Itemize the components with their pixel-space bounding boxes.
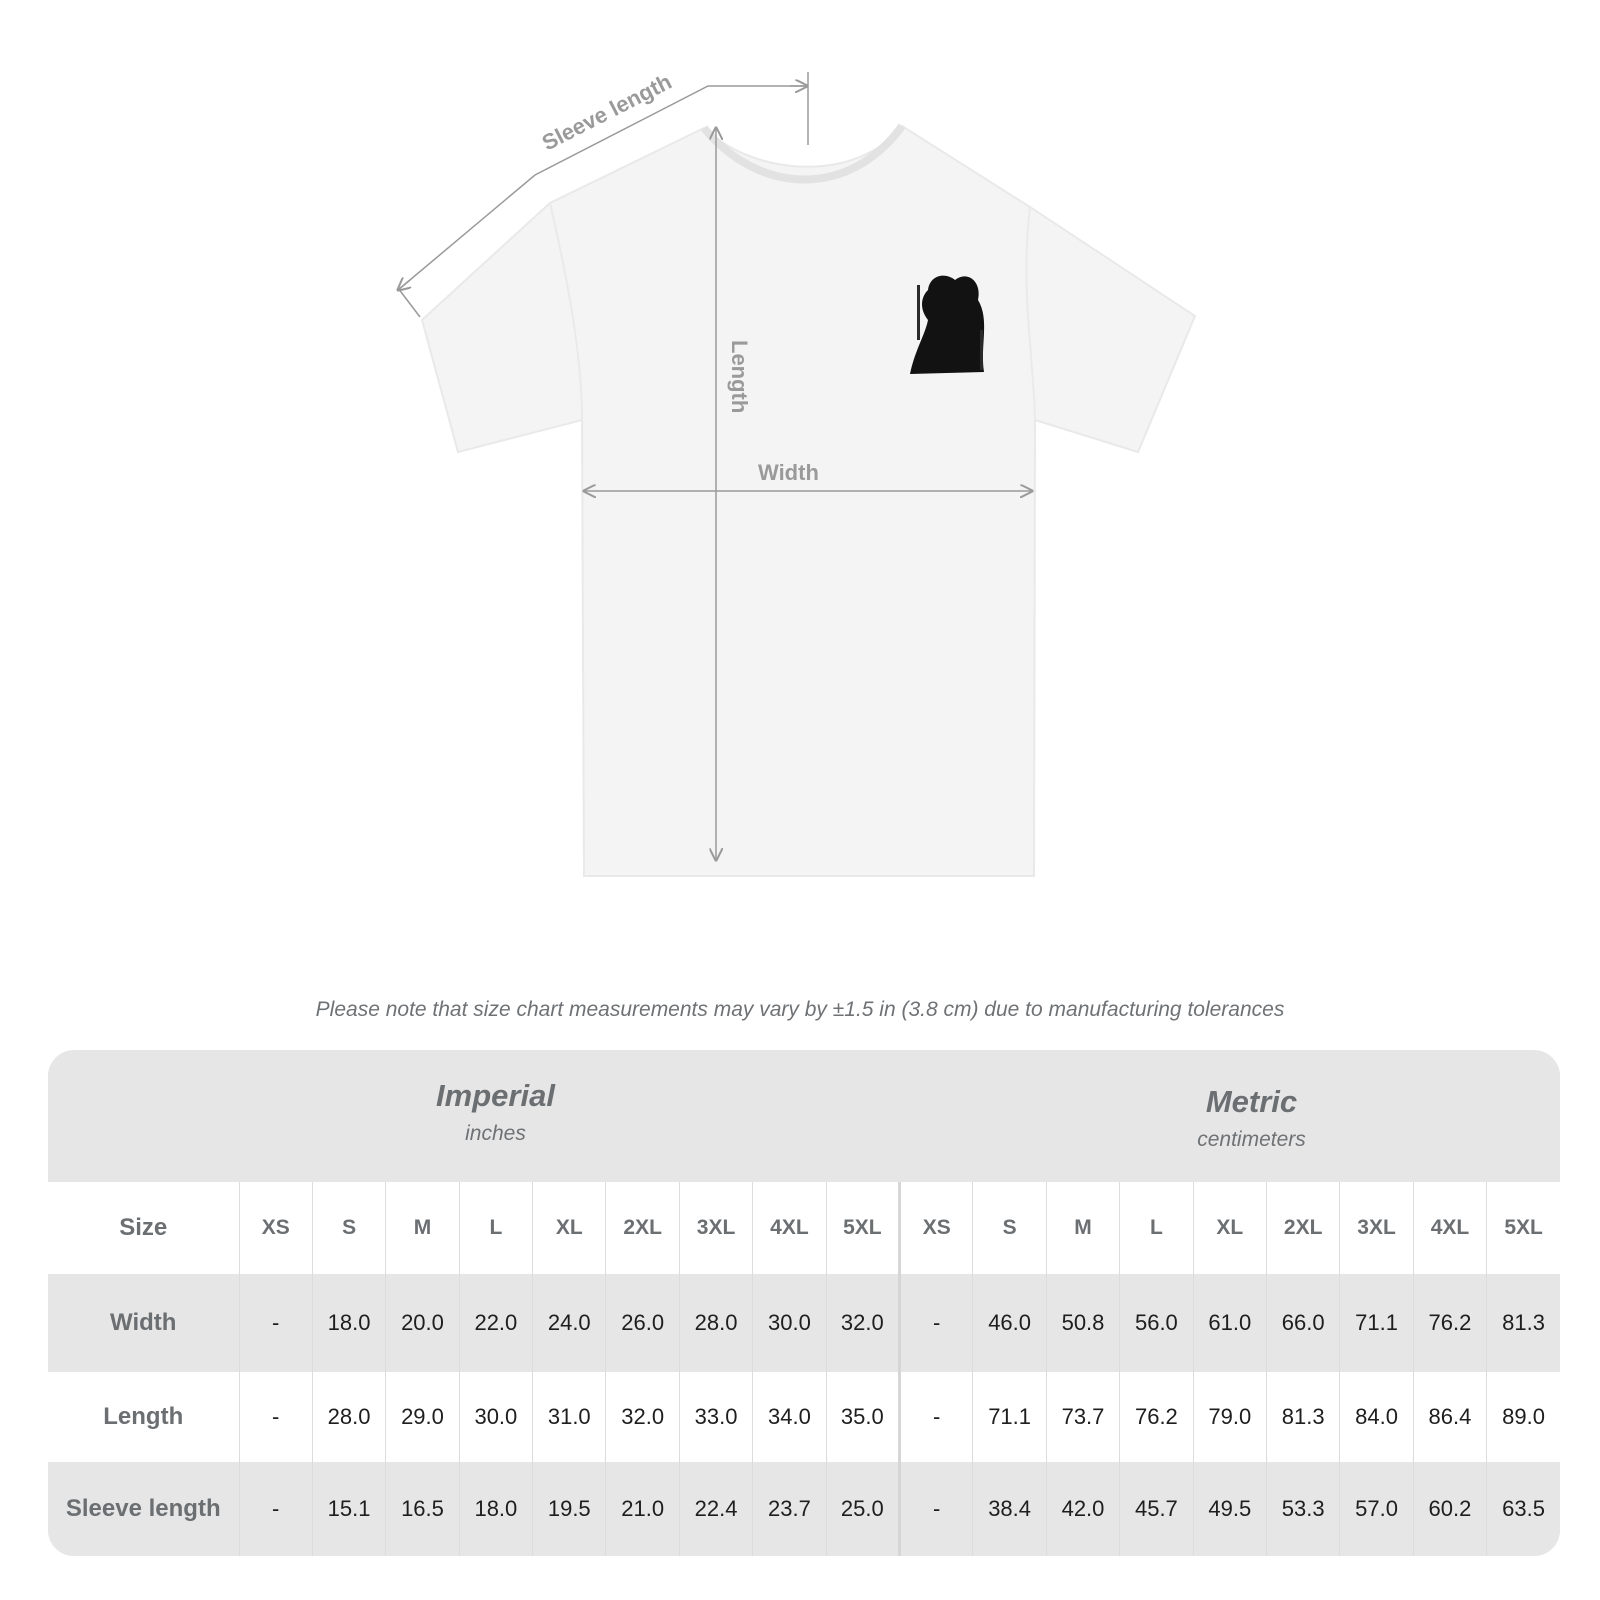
sleeve-length-metric-xs: - — [900, 1462, 973, 1556]
length-imperial-2xl: 32.0 — [606, 1372, 679, 1462]
length-imperial-s: 28.0 — [312, 1372, 385, 1462]
width-imperial-s: 18.0 — [312, 1274, 385, 1372]
imperial-size-s: S — [312, 1182, 385, 1274]
width-metric-s: 46.0 — [973, 1274, 1046, 1372]
sleeve-length-metric-m: 42.0 — [1046, 1462, 1119, 1556]
sleeve-length-imperial-xl: 19.5 — [533, 1462, 606, 1556]
length-metric-5xl: 89.0 — [1487, 1372, 1560, 1462]
imperial-unit: inches — [465, 1122, 526, 1145]
tshirt-shape — [422, 126, 1195, 876]
sleeve-length-row — [48, 1462, 1560, 1556]
sleeve-length-imperial-5xl: 25.0 — [826, 1462, 899, 1556]
imperial-header — [48, 1078, 943, 1146]
metric-header — [943, 1084, 1560, 1152]
length-imperial-xl: 31.0 — [533, 1372, 606, 1462]
sleeve-length-metric-s: 38.4 — [973, 1462, 1046, 1556]
length-metric-xl: 79.0 — [1193, 1372, 1266, 1462]
sleeve-length-metric-5xl: 63.5 — [1487, 1462, 1560, 1556]
imperial-size-l: L — [459, 1182, 532, 1274]
sleeve-length-metric-2xl: 53.3 — [1266, 1462, 1339, 1556]
length-imperial-3xl: 33.0 — [679, 1372, 752, 1462]
sleeve-length-metric-3xl: 57.0 — [1340, 1462, 1413, 1556]
sleeve-length-metric-xl: 49.5 — [1193, 1462, 1266, 1556]
sleeve-length-imperial-2xl: 21.0 — [606, 1462, 679, 1556]
metric-size-2xl: 2XL — [1266, 1182, 1339, 1274]
width-imperial-5xl: 32.0 — [826, 1274, 899, 1372]
imperial-size-5xl: 5XL — [826, 1182, 899, 1274]
metric-size-4xl: 4XL — [1413, 1182, 1486, 1274]
imperial-size-4xl: 4XL — [753, 1182, 826, 1274]
sleeve-length-imperial-4xl: 23.7 — [753, 1462, 826, 1556]
length-row — [48, 1372, 1560, 1462]
sleeve-length-imperial-3xl: 22.4 — [679, 1462, 752, 1556]
tolerance-note: Please note that size chart measurements may vary by ±1.5 in (3.8 cm) due to manufacturing tolerances — [315, 998, 1285, 1021]
width-metric-xl: 61.0 — [1193, 1274, 1266, 1372]
width-metric-2xl: 66.0 — [1266, 1274, 1339, 1372]
sleeve-length-metric-4xl: 60.2 — [1413, 1462, 1486, 1556]
width-imperial-4xl: 30.0 — [753, 1274, 826, 1372]
sleeve-length-metric-l: 45.7 — [1120, 1462, 1193, 1556]
metric-size-l: L — [1120, 1182, 1193, 1274]
sleeve-length-row-label: Sleeve length — [48, 1462, 239, 1556]
metric-size-xl: XL — [1193, 1182, 1266, 1274]
metric-size-3xl: 3XL — [1340, 1182, 1413, 1274]
imperial-size-2xl: 2XL — [606, 1182, 679, 1274]
length-metric-s: 71.1 — [973, 1372, 1046, 1462]
length-metric-l: 76.2 — [1120, 1372, 1193, 1462]
length-imperial-4xl: 34.0 — [753, 1372, 826, 1462]
sleeve-length-imperial-s: 15.1 — [312, 1462, 385, 1556]
length-label: Length — [727, 340, 752, 414]
width-metric-m: 50.8 — [1046, 1274, 1119, 1372]
metric-size-m: M — [1046, 1182, 1119, 1274]
metric-title: Metric — [1205, 1084, 1298, 1119]
size-table — [48, 1182, 1560, 1556]
size-chart — [48, 1050, 1560, 1556]
imperial-size-xl: XL — [533, 1182, 606, 1274]
size-header-row — [48, 1182, 1560, 1274]
length-imperial-l: 30.0 — [459, 1372, 532, 1462]
width-imperial-2xl: 26.0 — [606, 1274, 679, 1372]
sleeve-length-imperial-m: 16.5 — [386, 1462, 459, 1556]
sleeve-length-imperial-xs: - — [239, 1462, 312, 1556]
length-imperial-xs: - — [239, 1372, 312, 1462]
width-row — [48, 1274, 1560, 1372]
width-metric-l: 56.0 — [1120, 1274, 1193, 1372]
length-metric-xs: - — [900, 1372, 973, 1462]
width-metric-5xl: 81.3 — [1487, 1274, 1560, 1372]
metric-size-s: S — [973, 1182, 1046, 1274]
imperial-size-3xl: 3XL — [679, 1182, 752, 1274]
metric-size-5xl: 5XL — [1487, 1182, 1560, 1274]
width-label: Width — [758, 460, 819, 485]
length-metric-m: 73.7 — [1046, 1372, 1119, 1462]
length-row-label: Length — [48, 1372, 239, 1462]
width-metric-3xl: 71.1 — [1340, 1274, 1413, 1372]
width-imperial-l: 22.0 — [459, 1274, 532, 1372]
width-metric-4xl: 76.2 — [1413, 1274, 1486, 1372]
width-metric-xs: - — [900, 1274, 973, 1372]
length-metric-3xl: 84.0 — [1340, 1372, 1413, 1462]
width-row-label: Width — [48, 1274, 239, 1372]
width-imperial-3xl: 28.0 — [679, 1274, 752, 1372]
metric-size-xs: XS — [900, 1182, 973, 1274]
imperial-size-m: M — [386, 1182, 459, 1274]
width-imperial-m: 20.0 — [386, 1274, 459, 1372]
length-imperial-m: 29.0 — [386, 1372, 459, 1462]
size-row-label: Size — [48, 1182, 239, 1274]
imperial-size-xs: XS — [239, 1182, 312, 1274]
width-imperial-xs: - — [239, 1274, 312, 1372]
sleeve-length-imperial-l: 18.0 — [459, 1462, 532, 1556]
width-imperial-xl: 24.0 — [533, 1274, 606, 1372]
length-metric-4xl: 86.4 — [1413, 1372, 1486, 1462]
sleeve-length-label: Sleeve length — [537, 68, 676, 156]
imperial-title: Imperial — [436, 1078, 555, 1113]
length-imperial-5xl: 35.0 — [826, 1372, 899, 1462]
length-metric-2xl: 81.3 — [1266, 1372, 1339, 1462]
metric-unit: centimeters — [1197, 1128, 1306, 1151]
